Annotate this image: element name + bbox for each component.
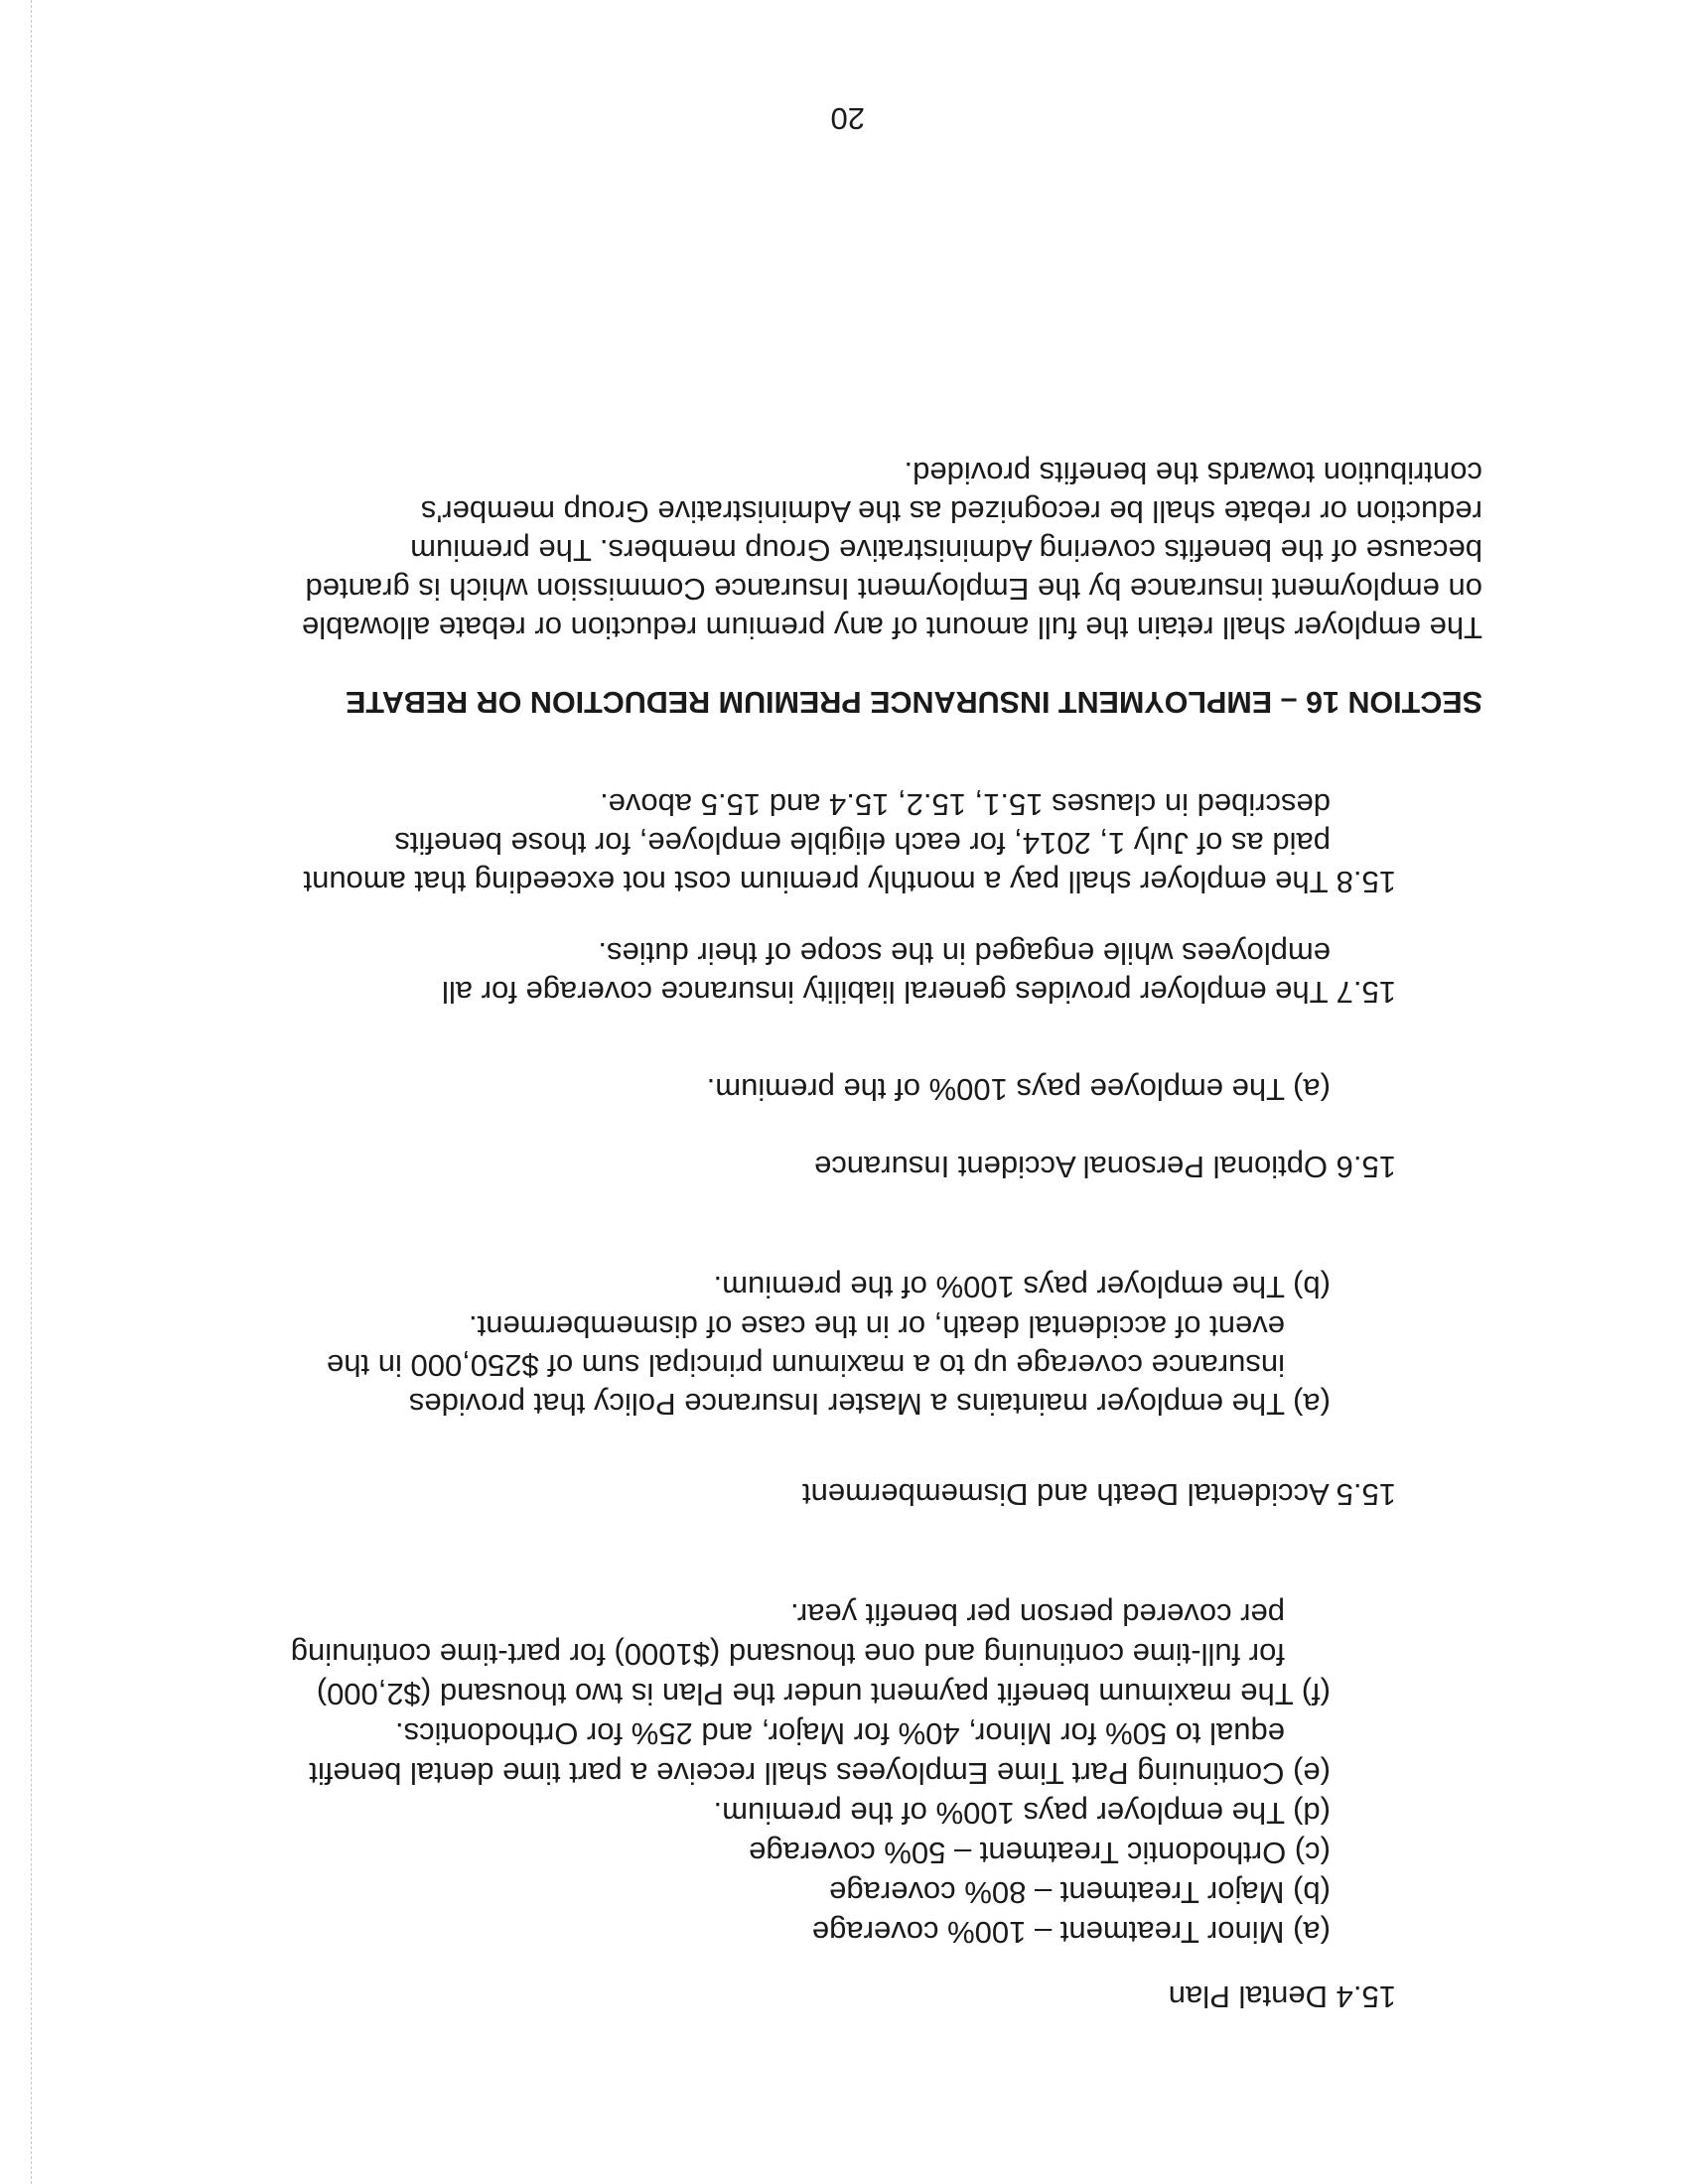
dental-item-f: (f) The maximum benefit payment under the Plan is two thousand ($2,000)	[316, 1677, 1331, 1711]
dental-item-e-cont: equal to 50% for Minor, 40% for Major, and 25% for Orthodontics.	[394, 1716, 1285, 1751]
scan-edge-line	[31, 0, 32, 2184]
section-15-5-heading: 15.5 Accidental Death and Dismemberment	[802, 1477, 1396, 1512]
section-15-8-line-2: paid as of July 1, 2014, for each eligible employee, for those benefits	[394, 826, 1331, 861]
dental-item-e: (e) Continuing Part Time Employees shall receive a part time dental benefit	[309, 1756, 1331, 1791]
section-16-line-2: on employment insurance by the Employment Insurance Commission which is granted	[305, 572, 1482, 607]
add-item-b: (b) The employer pays 100% of the premium.	[713, 1270, 1331, 1304]
section-16-line-1: The employer shall retain the full amount of any premium reduction or rebate allowable	[302, 611, 1482, 645]
section-16-line-5: contribution towards the benefits provided.	[904, 456, 1482, 490]
section-15-8-line-3: described in clauses 15.1, 15.2, 15.4 and 15.5 above.	[600, 787, 1331, 822]
dental-item-b: (b) Major Treatment – 80% coverage	[829, 1875, 1331, 1910]
dental-item-a: (a) Minor Treatment – 100% coverage	[811, 1915, 1331, 1950]
section-15-6-heading: 15.6 Optional Personal Accident Insurance	[814, 1150, 1396, 1184]
section-15-8-line-1: 15.8 The employer shall pay a monthly premium cost not exceeding that amount	[303, 865, 1396, 899]
section-15-7-line-1: 15.7 The employer provides general liability insurance coverage for all	[442, 975, 1396, 1010]
section-16-heading: SECTION 16 – EMPLOYMENT INSURANCE PREMIUM REDUCTION OR REBATE	[346, 685, 1482, 719]
dental-item-f-cont-1: for full-time continuing and one thousand ($1000) for part-time continuing	[290, 1637, 1285, 1672]
personal-accident-item-a: (a) The employee pays 100% of the premium.	[706, 1072, 1331, 1107]
add-item-a-cont-1: insurance coverage up to a maximum principal sum of $250,000 in the	[327, 1348, 1285, 1383]
section-16-line-3: because of the benefits covering Administrative Group members. The premium	[410, 533, 1482, 568]
add-item-a-cont-2: event of accidental death, or in the case of dismemberment.	[469, 1309, 1285, 1344]
dental-item-d: (d) The employer pays 100% of the premium.	[713, 1796, 1331, 1831]
dental-item-c: (c) Orthodontic Treatment – 50% coverage	[749, 1836, 1331, 1870]
section-15-4-heading: 15.4 Dental Plan	[1168, 1979, 1396, 2014]
dental-item-f-cont-2: per covered person per benefit year.	[789, 1597, 1285, 1632]
page-number: 20	[830, 101, 865, 136]
section-16-line-4: reduction or rebate shall be recognized as the Administrative Group member's	[420, 494, 1482, 529]
section-15-7-line-2: employees while engaged in the scope of their duties.	[598, 936, 1331, 971]
add-item-a: (a) The employer maintains a Master Insurance Policy that provides	[408, 1387, 1331, 1422]
